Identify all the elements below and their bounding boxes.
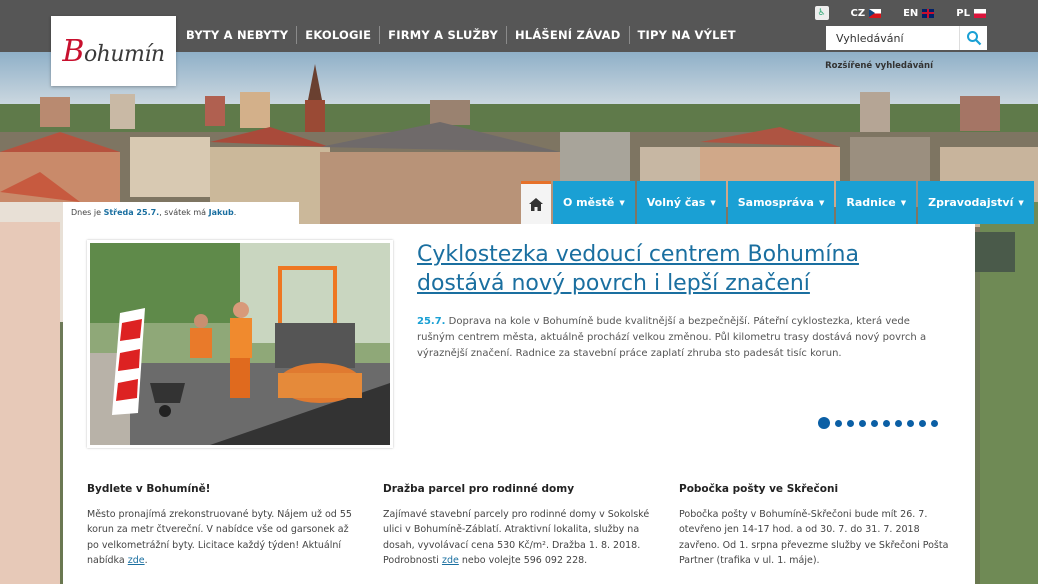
slider-dot-7[interactable] [895, 420, 902, 427]
featured-news-photo[interactable] [87, 240, 393, 448]
nav-label: Samospráva [737, 196, 814, 209]
search-button[interactable] [959, 26, 987, 50]
site-logo[interactable]: Bohumín [51, 16, 176, 86]
info-column-post-office [679, 483, 949, 568]
advanced-search-link[interactable]: Rozšířené vyhledávání [825, 61, 933, 71]
nav-label: Volný čas [646, 196, 706, 209]
logo-text: ohumín [83, 41, 165, 67]
topnav-link-firmy[interactable]: FIRMY A SLUŽBY [380, 26, 507, 44]
search-icon [966, 30, 982, 46]
slider-dot-9[interactable] [919, 420, 926, 427]
topnav-link-tipy[interactable]: TIPY NA VÝLET [637, 28, 736, 42]
featured-news-title[interactable]: Cyklostezka vedoucí centrem Bohumína dostává nový povrch i lepší značení [417, 242, 859, 296]
nav-o-meste[interactable] [553, 181, 635, 224]
language-switcher [815, 6, 987, 20]
column-body: Pobočka pošty v Bohumíně-Skřečoni bude mít 26. 7. otevřeno jen 14-17 hod. a od 30. 7. do 31. 7. 2018 zavřeno. Od 1. srpna převezme služby ve Skřečoni Pošta Partner (trafika v ul. 1. máje). [679, 509, 949, 566]
slider-dot-1[interactable] [818, 417, 830, 429]
caret-down-icon: ▼ [1018, 198, 1024, 207]
lang-pl-label: PL [956, 7, 970, 19]
nav-zpravodajstvi[interactable] [918, 181, 1034, 224]
road-works-photo [90, 243, 390, 445]
info-column-auction [383, 483, 653, 568]
caret-down-icon: ▼ [619, 198, 625, 207]
topnav-link-ekologie[interactable]: EKOLOGIE [297, 26, 380, 44]
uk-flag-icon [922, 9, 934, 18]
column-link[interactable]: zde [441, 554, 459, 566]
date-middle: , svátek má [159, 208, 209, 217]
column-text [383, 507, 653, 568]
caret-down-icon: ▼ [900, 198, 907, 207]
column-text [87, 507, 357, 568]
nav-radnice[interactable] [836, 181, 916, 224]
caret-down-icon: ▼ [710, 198, 716, 207]
info-column-housing [87, 483, 357, 568]
polish-flag-icon [974, 9, 986, 18]
column-title: Pobočka pošty ve Skřečoni [679, 483, 839, 495]
topnav-link-byty[interactable]: BYTY A NEBYTY [178, 26, 297, 44]
search-box [826, 26, 987, 50]
slider-dot-8[interactable] [907, 420, 914, 427]
lang-en-label: EN [903, 7, 919, 19]
lang-cz[interactable] [851, 8, 882, 19]
lang-pl[interactable] [956, 8, 986, 19]
featured-news-text [417, 314, 947, 362]
caret-down-icon: ▼ [818, 198, 825, 207]
home-button[interactable] [521, 181, 551, 224]
nav-volny-cas[interactable] [637, 181, 726, 224]
lang-cz-label: CZ [850, 7, 866, 19]
lang-en[interactable] [903, 8, 934, 19]
main-navigation [521, 181, 1034, 224]
slider-dot-4[interactable] [859, 420, 866, 427]
nav-label: O městě [563, 196, 615, 209]
slider-dot-10[interactable] [931, 420, 938, 427]
date-suffix: . [233, 208, 237, 217]
column-after: nebo volejte 596 092 228. [458, 554, 588, 566]
slider-dot-6[interactable] [883, 420, 890, 427]
slider-pagination [818, 417, 943, 429]
featured-news-body: Doprava na kole v Bohumíně bude kvalitnější a bezpečnější. Páteřní cyklostezka, která vede rušným centrem města, aktuálně prochází velkou změnou. Půl kilometru trasy dostává nový povrch a výraznější značení. Radnice za stavební práce zaplatí zhruba sto padesát tisíc korun. [417, 316, 927, 359]
top-navigation [178, 26, 744, 44]
column-title: Dražba parcel pro rodinné domy [383, 483, 575, 495]
column-body: Zajímavé stavební parcely pro rodinné domy v Sokolské ulici v Bohumíně-Záblatí. Atraktivní lokalita, služby na dosah, vyvolávací cena 530 Kč/m². Dražba 1. 8. 2018. Podrobnosti [383, 509, 650, 566]
slider-dot-5[interactable] [871, 420, 878, 427]
nav-label: Zpravodajství [928, 196, 1014, 209]
accessibility-icon[interactable]: ♿ [815, 6, 829, 20]
home-icon [529, 198, 543, 211]
column-after: . [144, 554, 148, 566]
nav-label: Radnice [846, 196, 896, 209]
column-body: Město pronajímá zrekonstruované byty. Nájem už od 55 korun za metr čtvereční. V nabídce vše od garsonek až po velkometrážní byty. Licitace každý týden! Aktuální nabídka [87, 509, 352, 566]
date-day: Středa 25.7. [103, 208, 160, 217]
column-text [679, 507, 949, 568]
date-bar [63, 202, 299, 224]
slider-dot-3[interactable] [847, 420, 854, 427]
topnav-link-hlaseni[interactable]: HLÁŠENÍ ZÁVAD [507, 26, 630, 44]
date-prefix: Dnes je [71, 208, 104, 217]
nav-samosprava[interactable] [728, 181, 835, 224]
search-input[interactable] [826, 26, 959, 50]
name-day: Jakub [208, 208, 234, 217]
column-link[interactable]: zde [127, 554, 145, 566]
column-title: Bydlete v Bohumíně! [87, 483, 211, 495]
featured-news-date: 25.7. [417, 316, 446, 327]
czech-flag-icon [869, 9, 881, 18]
slider-dot-2[interactable] [835, 420, 842, 427]
